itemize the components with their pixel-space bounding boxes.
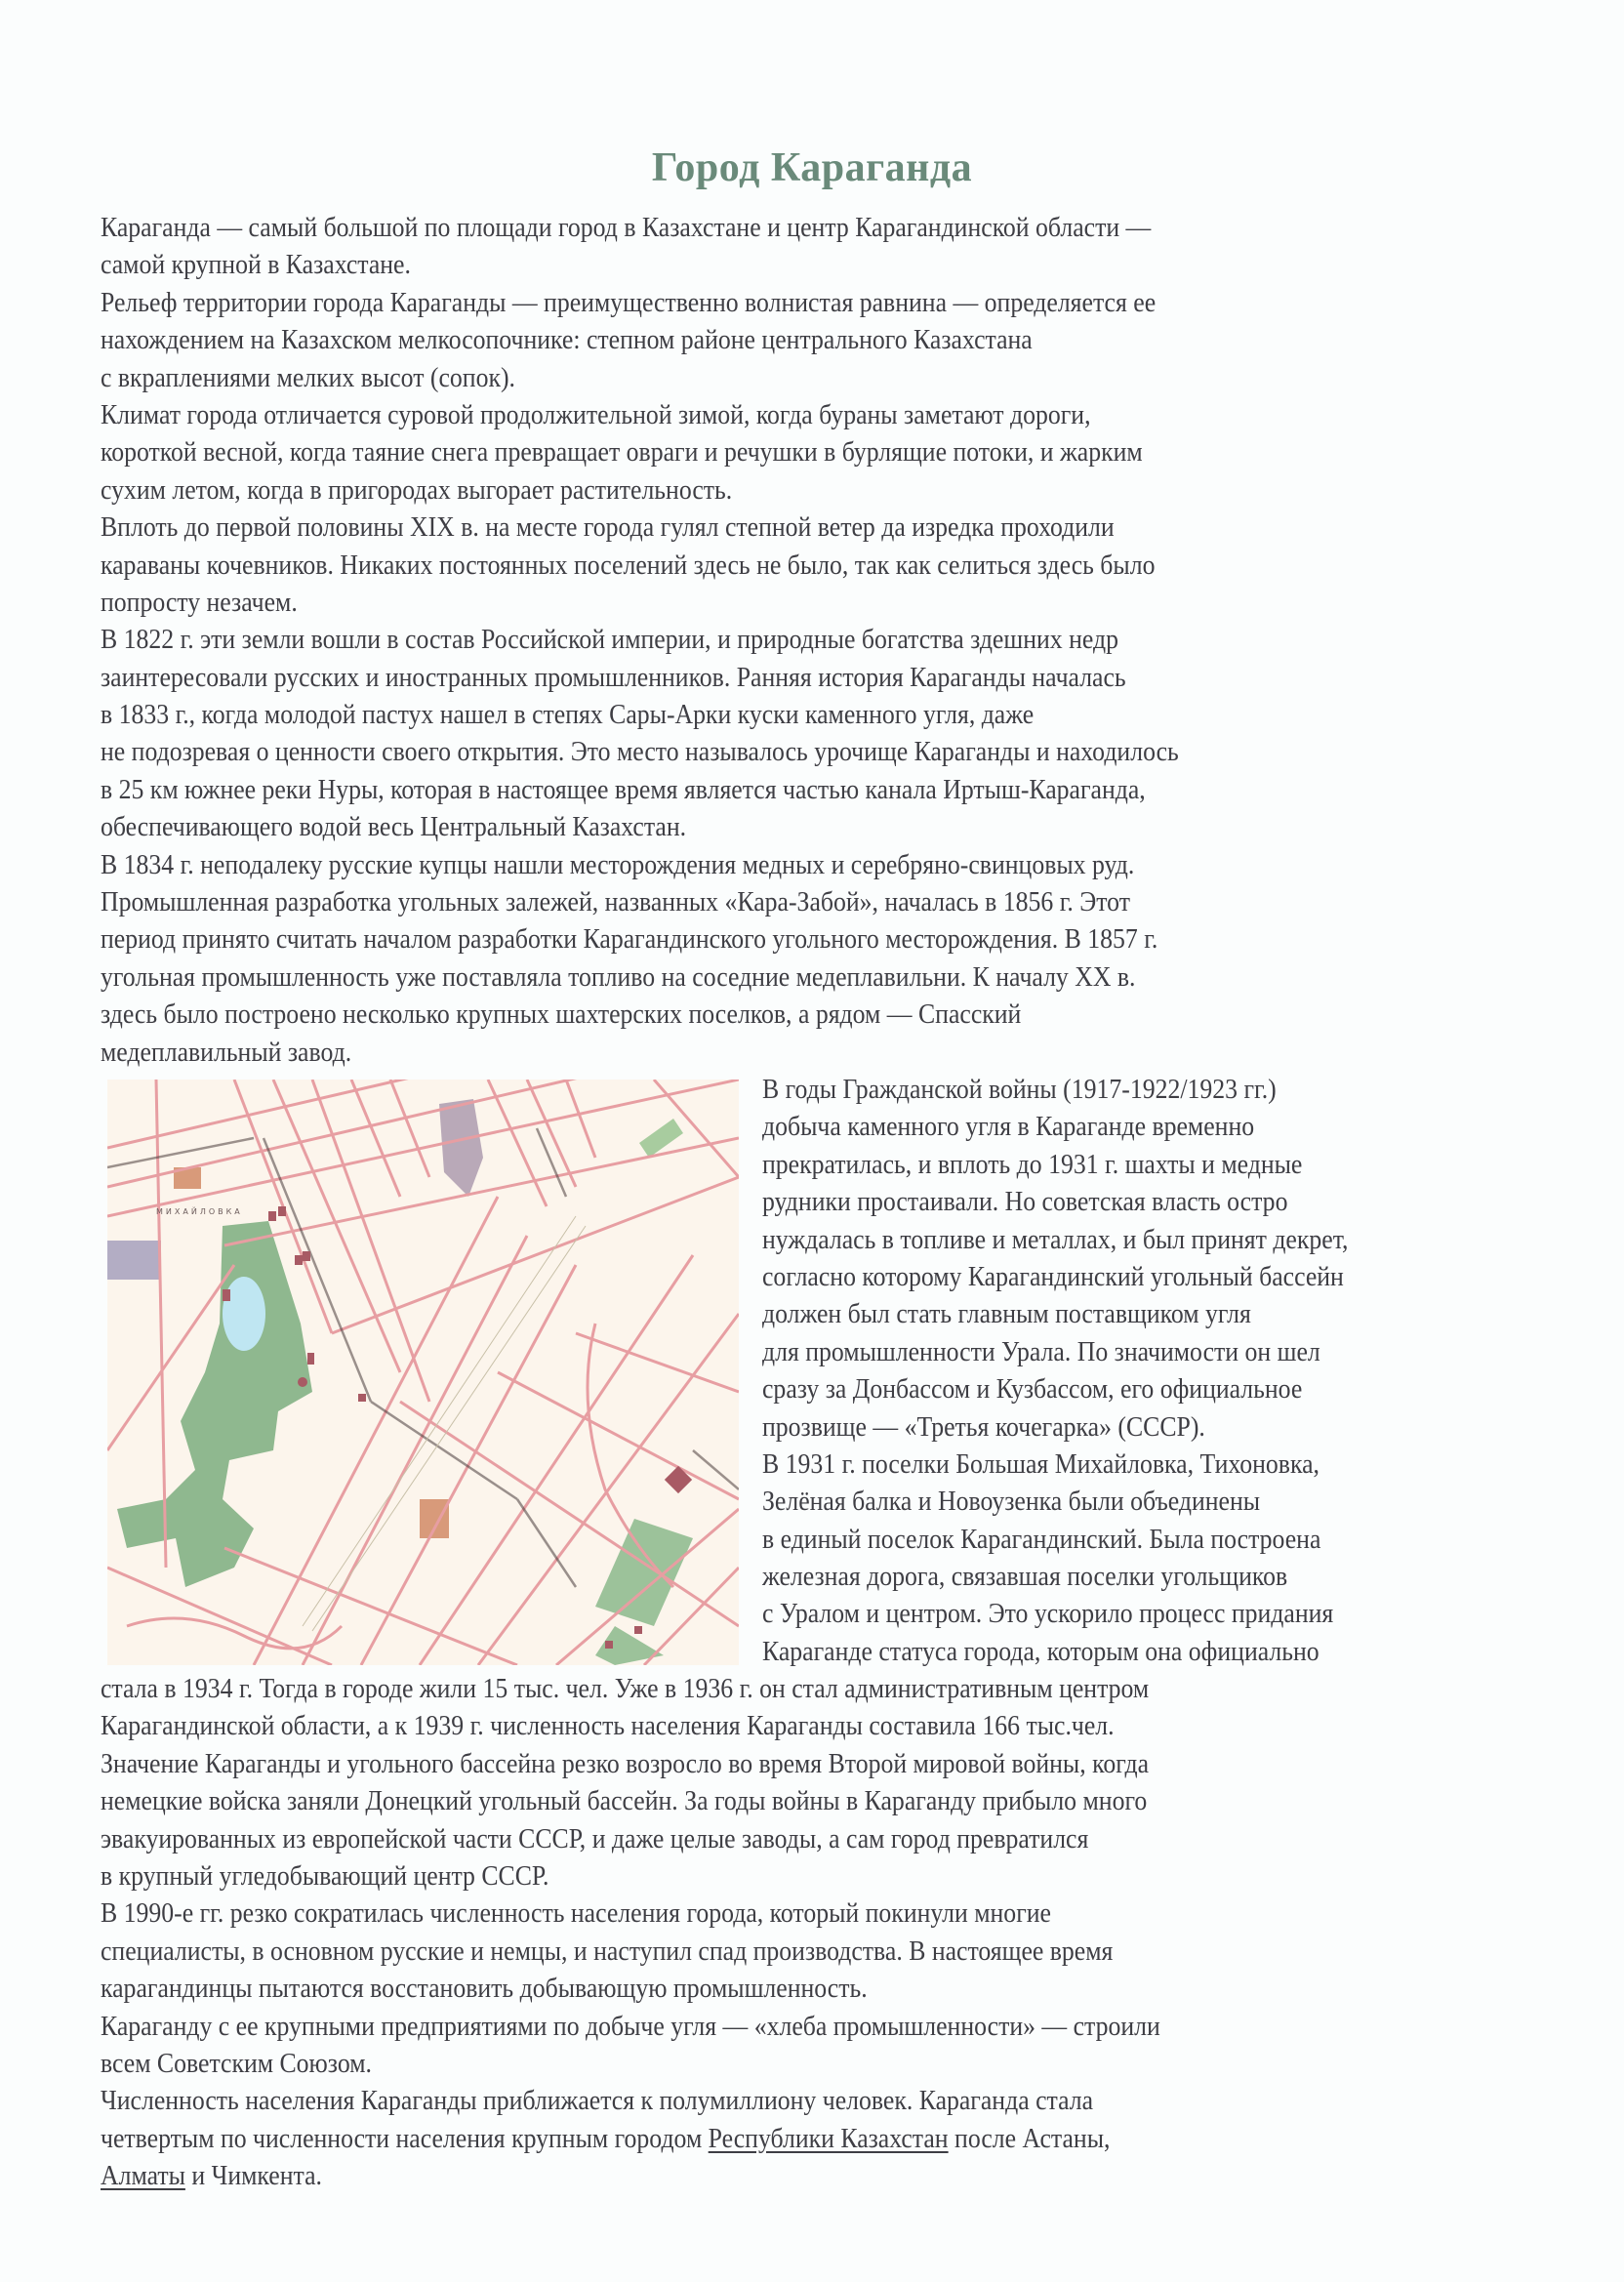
text-line: Климат города отличается суровой продолжительной зимой, когда бураны заметают дороги, bbox=[101, 399, 1091, 430]
text-line: эвакуированных из европейской части СССР, и даже целые заводы, а сам город превратился bbox=[101, 1823, 1089, 1854]
text-line bbox=[101, 2158, 1160, 2195]
text-line: медеплавильный завод. bbox=[101, 1037, 352, 1068]
text-fragment: четвертым по численности населения крупным городом bbox=[101, 2123, 709, 2154]
text-line: В 1822 г. эти земли вошли в состав Российской империи, и природные богатства здешних недр bbox=[101, 625, 1118, 656]
history-text-block bbox=[101, 1671, 1252, 2195]
map-label-district: МИХАЙЛОВКА bbox=[156, 1207, 243, 1216]
text-line: угольная промышленность уже поставляла топливо на соседние медеплавильни. К началу XX в. bbox=[101, 961, 1136, 993]
text-line: стала в 1934 г. Тогда в городе жили 15 тыс. чел. Уже в 1936 г. он стал административным центром bbox=[101, 1674, 1150, 1704]
text-line: нахождением на Казахском мелкосопочнике: степном районе центрального Казахстана bbox=[101, 325, 1033, 356]
city-map bbox=[107, 1080, 739, 1665]
text-line: самой крупной в Казахстане. bbox=[101, 250, 411, 281]
text-line: обеспечивающего водой весь Центральный Казахстан. bbox=[101, 812, 687, 843]
text-line: с вкраплениями мелких высот (сопок). bbox=[101, 362, 515, 393]
text-line: сразу за Донбассом и Кузбассом, его официальное bbox=[762, 1374, 1303, 1406]
text-line: рудники простаивали. Но советская власть остро bbox=[762, 1187, 1288, 1218]
text-line: в 1833 г., когда молодой пастух нашел в степях Сары-Арки куски каменного угля, даже bbox=[101, 700, 1035, 731]
text-line: всем Советским Союзом. bbox=[101, 2048, 372, 2079]
text-line: попросту незачем. bbox=[101, 587, 298, 618]
text-line: Промышленная разработка угольных залежей, названных «Кара-Забой», началась в 1856 г. Этот bbox=[101, 887, 1130, 918]
text-line: короткой весной, когда таяние снега превращает овраги и речушки в бурлящие потоки, и жарким bbox=[101, 437, 1143, 469]
text-line: немецкие войска заняли Донецкий угольный бассейн. За годы войны в Караганду прибыло много bbox=[101, 1786, 1148, 1817]
page-title: Город Караганда bbox=[651, 145, 973, 190]
text-line: в 25 км южнее реки Нуры, которая в настоящее время является частью канала Иртыш-Караганда, bbox=[101, 774, 1146, 805]
text-line: сухим летом, когда в пригородах выгорает растительность. bbox=[101, 474, 733, 506]
map-block bbox=[420, 1499, 449, 1538]
text-line: Рельеф территории города Караганды — преимущественно волнистая равнина — определяется ее bbox=[101, 287, 1157, 318]
text-line: караваны кочевников. Никаких постоянных поселений здесь не было, так как селиться здесь было bbox=[101, 550, 1156, 581]
civil-war-text-block bbox=[762, 1072, 1400, 1671]
text-line: прозвище — «Третья кочегарка» (СССР). bbox=[762, 1411, 1205, 1443]
text-line bbox=[101, 2121, 1160, 2158]
text-line: специалисты, в основном русские и немцы, и наступил спад производства. В настоящее время bbox=[101, 1936, 1114, 1967]
intro-text-block bbox=[101, 210, 1273, 1072]
map-lake bbox=[223, 1277, 265, 1351]
link-republic-kazakhstan[interactable]: Республики Казахстан bbox=[708, 2123, 949, 2154]
text-line: В 1931 г. поселки Большая Михайловка, Тихоновка, bbox=[762, 1448, 1320, 1480]
text-line: для промышленности Урала. По значимости он шел bbox=[762, 1336, 1320, 1367]
bottom-lines bbox=[101, 1671, 1252, 2121]
map-graphic bbox=[107, 1080, 739, 1665]
text-line: прекратилась, и вплоть до 1931 г. шахты и медные bbox=[762, 1149, 1303, 1180]
text-line: В 1834 г. неподалеку русские купцы нашли месторождения медных и серебряно-свинцовых руд. bbox=[101, 849, 1135, 880]
text-line: железная дорога, связавшая поселки угольщиков bbox=[762, 1562, 1288, 1593]
text-line: в единый поселок Карагандинский. Была построена bbox=[762, 1524, 1321, 1555]
text-line: нуждалась в топливе и металлах, и был принят декрет, bbox=[762, 1224, 1349, 1255]
text-line: здесь было построено несколько крупных шахтерских поселков, а рядом — Спасский bbox=[101, 999, 1022, 1031]
text-line: Караганде статуса города, которым она официально bbox=[762, 1636, 1320, 1667]
text-line: В годы Гражданской войны (1917-1922/1923 гг.) bbox=[762, 1075, 1277, 1105]
link-almaty[interactable]: Алматы bbox=[101, 2161, 185, 2192]
text-line: Караганда — самый большой по площади город в Казахстане и центр Карагандинской области — bbox=[101, 213, 1152, 243]
map-block bbox=[107, 1241, 161, 1280]
text-line: период принято считать началом разработки Карагандинского угольного месторождения. В 1857 г. bbox=[101, 924, 1158, 956]
text-line: согласно которому Карагандинский угольный бассейн bbox=[762, 1261, 1344, 1292]
text-line: должен был стать главным поставщиком угля bbox=[762, 1299, 1251, 1330]
text-line: не подозревая о ценности своего открытия. Это место называлось урочище Караганды и находилось bbox=[101, 737, 1179, 768]
text-line: Карагандинской области, а к 1939 г. численность населения Караганды составила 166 тыс.чел. bbox=[101, 1711, 1115, 1742]
text-line: в крупный угледобывающий центр СССР. bbox=[101, 1860, 549, 1892]
text-fragment: и Чимкента. bbox=[184, 2161, 322, 2192]
text-fragment: после Астаны, bbox=[948, 2123, 1111, 2154]
text-line: с Уралом и центром. Это ускорило процесс придания bbox=[762, 1599, 1334, 1630]
text-line: Зелёная балка и Новоузенка были объединены bbox=[762, 1487, 1261, 1518]
text-line: Численность населения Караганды приближается к полумиллиону человек. Караганда стала bbox=[101, 2086, 1094, 2117]
text-line: Караганду с ее крупными предприятиями по добыче угля — «хлеба промышленности» — строили bbox=[101, 2011, 1160, 2042]
text-line: добыча каменного угля в Караганде временно bbox=[762, 1112, 1255, 1143]
text-line: карагандинцы пытаются восстановить добывающую промышленность. bbox=[101, 1974, 868, 2005]
text-line: В 1990-е гг. резко сократилась численность населения города, который покинули многие bbox=[101, 1898, 1051, 1930]
text-line: заинтересовали русских и иностранных промышленников. Ранняя история Караганды началась bbox=[101, 662, 1126, 693]
text-line: Вплоть до первой половины XIX в. на месте города гулял степной ветер да изредка проходили bbox=[101, 512, 1115, 544]
text-line: Значение Караганды и угольного бассейна резко возросло во время Второй мировой войны, когда bbox=[101, 1748, 1150, 1779]
